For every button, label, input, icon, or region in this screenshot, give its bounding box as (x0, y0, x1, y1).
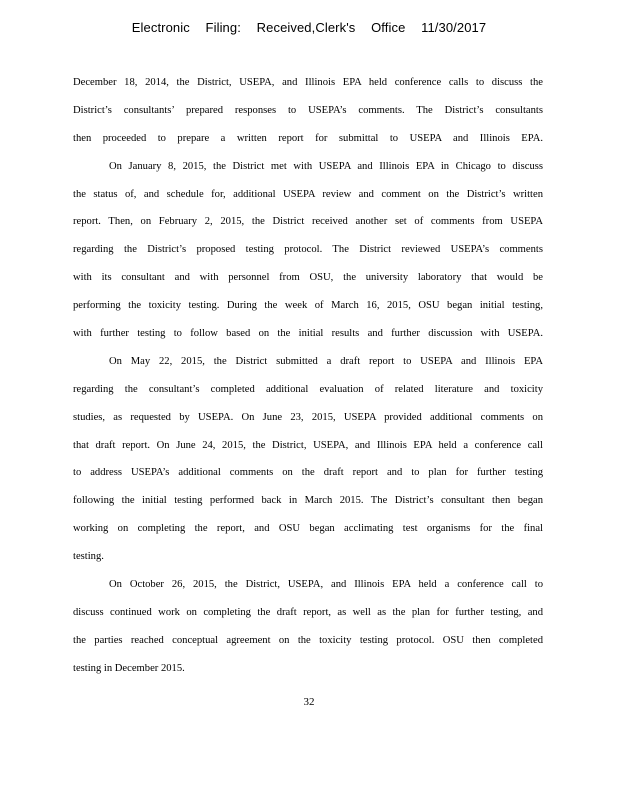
paragraph-4-line-3: the parties reached conceptual agreement on the toxicity testing protocol. OSU then completed (73, 634, 543, 646)
page-number: 32 (303, 696, 315, 708)
paragraph-3-line-5: to address USEPA’s additional comments on the draft report and to plan for further testing (73, 467, 543, 479)
paragraph-1-line-2: District’s consultants’ prepared responses to USEPA’s comments. The District’s consultants (73, 104, 543, 116)
paragraph-3-line-4: that draft report. On June 24, 2015, the District, USEPA, and Illinois EPA held a conference call (73, 439, 543, 451)
paragraph-2-line-6: performing the toxicity testing. During the week of March 16, 2015, OSU began initial testing, (73, 300, 543, 312)
paragraph-3-line-3: studies, as requested by USEPA. On June 23, 2015, USEPA provided additional comments on (73, 411, 543, 423)
paragraph-2-line-3: report. Then, on February 2, 2015, the District received another set of comments from USEPA (73, 216, 543, 228)
paragraph-4-line-4: testing in December 2015. (73, 662, 185, 674)
paragraph-2-line-4: regarding the District’s proposed testing protocol. The District reviewed USEPA’s comments (73, 244, 543, 256)
paragraph-2-line-7: with further testing to follow based on the initial results and further discussion with USEPA. (73, 328, 543, 340)
paragraph-1-line-1: December 18, 2014, the District, USEPA, and Illinois EPA held conference calls to discuss the (73, 77, 543, 88)
paragraph-3-line-2: regarding the consultant’s completed additional evaluation of related literature and toxicity (73, 383, 543, 395)
document-body (73, 69, 543, 683)
paragraph-1-line-3: then proceeded to prepare a written report for submittal to USEPA and Illinois EPA. (73, 132, 543, 144)
paragraph-3-line-8: testing. (73, 551, 104, 563)
paragraph-2-line-1: On January 8, 2015, the District met with USEPA and Illinois EPA in Chicago to discuss (109, 160, 543, 172)
paragraph-2-line-5: with its consultant and with personnel from OSU, the university laboratory that would be (73, 272, 543, 284)
paragraph-2-line-2: the status of, and schedule for, additional USEPA review and comment on the District’s written (73, 188, 543, 200)
paragraph-3-line-1: On May 22, 2015, the District submitted a draft report to USEPA and Illinois EPA (109, 355, 543, 367)
paragraph-4-line-2: discuss continued work on completing the draft report, as well as the plan for further testing, and (73, 606, 543, 618)
paragraph-3-line-7: working on completing the report, and OSU began acclimating test organisms for the final (73, 523, 543, 535)
electronic-filing-stamp: Electronic Filing: Received,Clerk's Office 11/30/2017 (131, 20, 487, 35)
paragraph-4-line-1: On October 26, 2015, the District, USEPA, and Illinois EPA held a conference call to (109, 579, 543, 591)
paragraph-3-line-6: following the initial testing performed back in March 2015. The District’s consultant then began (73, 495, 543, 507)
